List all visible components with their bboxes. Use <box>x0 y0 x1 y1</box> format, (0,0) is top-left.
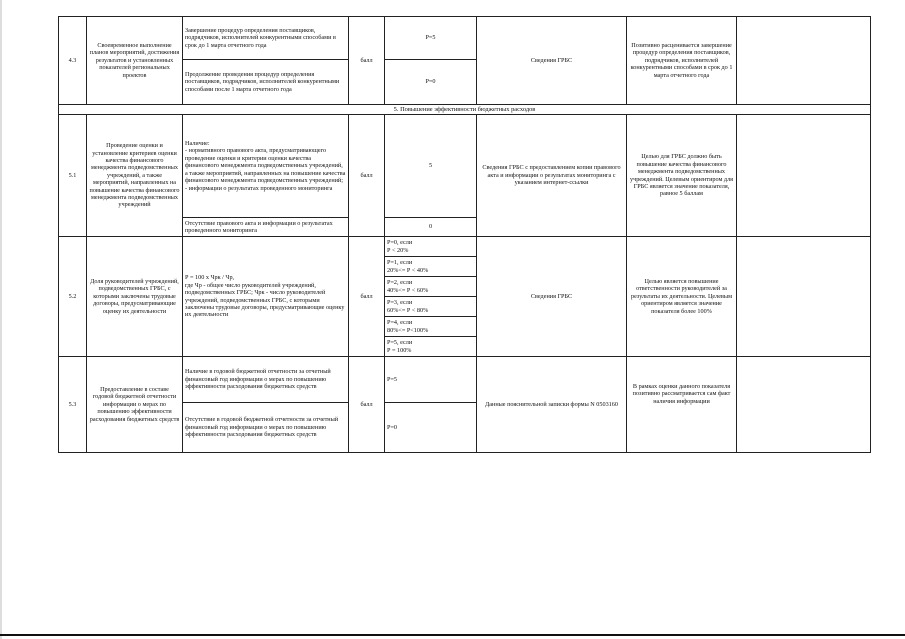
row-number: 4.3 <box>59 17 87 105</box>
empty-cell <box>737 357 871 453</box>
indicator-name: Предоставление в составе годовой бюджетной отчетности информации о мерах по повышению эффективности расходования бюджетных средств <box>87 357 183 453</box>
empty-cell <box>737 17 871 105</box>
score-range-cell <box>385 337 477 357</box>
condition-text: Отсутствие правового акта и информации о результатах проведенного мониторинга <box>183 218 349 237</box>
condition-text: Отсутствие в годовой бюджетной отчетности за отчетный финансовый год информации о мерах по повышению эффективности расходования бюджетных средств <box>183 403 349 453</box>
score-cell: Р=0 <box>385 403 477 453</box>
row-number: 5.2 <box>59 237 87 357</box>
scan-edge <box>0 0 2 639</box>
row-number: 5.3 <box>59 357 87 453</box>
unit-cell: балл <box>349 17 385 105</box>
empty-cell <box>737 237 871 357</box>
source-cell: Данные пояснительной записки формы N 0503160 <box>477 357 627 453</box>
score-range: Р = 100% <box>387 346 412 354</box>
row-number: 5.1 <box>59 115 87 237</box>
indicator-name: Проведение оценки и установление критериев оценки качества финансового менеджмента подведомственных учреждений, а также мероприятий, направленных на повышение качества финансового менеджмента подведомственных учреждений <box>87 115 183 237</box>
unit-cell: балл <box>349 237 385 357</box>
comment-cell: Целью является повышение ответственности руководителей за результаты их деятельности. Целевым ориентиром является значение показателя более 100% <box>627 237 737 357</box>
source-cell: Сведения ГРБС <box>477 237 627 357</box>
score-range: 40%<= Р < 60% <box>387 286 429 294</box>
indicator-name: Своевременное выполнение планов мероприятий, достижения результатов и установленных показателей региональных проектов <box>87 17 183 105</box>
score-label: Р=0, если <box>387 239 413 247</box>
score-label: Р=1, если <box>387 259 413 267</box>
score-range-cell <box>385 257 477 277</box>
score-label: Р=5, если <box>387 339 413 347</box>
comment-cell: Целью для ГРБС должно быть повышение качества финансового менеджмента подведомственных учреждений. Целевым ориентиром для ГРБС является значение показателя, равное 5 баллам <box>627 115 737 237</box>
table-row <box>59 357 871 403</box>
score-range-cell <box>385 297 477 317</box>
source-cell: Сведения ГРБС <box>477 17 627 105</box>
section-header-row <box>59 105 871 115</box>
score-range: 20%<= Р < 40% <box>387 266 429 274</box>
score-range-cell <box>385 277 477 297</box>
condition-item: - нормативного правового акта, предусматривающего проведение оценки и критерии оценки качества финансового менеджмента подведомственных учреждений, а также мероприятий, направленных на повышение качества финансового менеджмента подведомственных учреждений; <box>185 147 346 185</box>
score-cell: Р=5 <box>385 357 477 403</box>
table-row <box>59 115 871 218</box>
table-row <box>59 237 871 257</box>
score-label: Р=3, если <box>387 299 413 307</box>
score-range-cell <box>385 317 477 337</box>
condition-head: Наличие: <box>185 140 210 148</box>
condition-text: Завершение процедур определения поставщиков, подрядчиков, исполнителей конкурентными способами в срок до 1 марта отчетного года <box>183 17 349 60</box>
score-cell: Р=0 <box>385 60 477 105</box>
indicators-table <box>58 16 871 453</box>
score-range: Р < 20% <box>387 246 409 254</box>
formula-description: где Чр - общее число руководителей учреждений, подведомственных ГРБС; Чрк - число руководителей учреждений, подведомственных ГРБС, с которыми заключены трудовые договоры, предусматривающие оценку их деятельности <box>185 281 345 319</box>
condition-item: - информации о результатах проведенного мониторинга <box>185 184 333 192</box>
score-range-cell <box>385 237 477 257</box>
score-cell: Р=5 <box>385 17 477 60</box>
condition-text: Продолжение проведения процедур определения поставщиков, подрядчиков, исполнителей конкурентными способами после 1 марта отчетного года <box>183 60 349 105</box>
formula: Р = 100 х Чрк / Чр, <box>185 274 235 282</box>
section-title: 5. Повышение эффективности бюджетных расходов <box>59 105 871 115</box>
score-range: 80%<= Р<100% <box>387 326 429 334</box>
score-cell: 5 <box>385 115 477 218</box>
indicator-name: Доля руководителей учреждений, подведомственных ГРБС, с которыми заключены трудовые договоры, предусматривающие оценку их деятельности <box>87 237 183 357</box>
condition-text: Наличие в годовой бюджетной отчетности за отчетный финансовый год информации о мерах по повышению эффективности расходования бюджетных средств <box>183 357 349 403</box>
score-label: Р=4, если <box>387 319 413 327</box>
unit-cell: балл <box>349 357 385 453</box>
condition-cell <box>183 115 349 218</box>
empty-cell <box>737 115 871 237</box>
score-label: Р=2, если <box>387 279 413 287</box>
score-range: 60%<= Р < 80% <box>387 306 429 314</box>
score-cell: 0 <box>385 218 477 237</box>
comment-cell: В рамках оценки данного показателя позитивно рассматривается сам факт наличия информации <box>627 357 737 453</box>
unit-cell: балл <box>349 115 385 237</box>
comment-cell: Позитивно расценивается завершение процедур определения поставщиков, подрядчиков, исполнителей конкурентными способами в срок до 1 марта отчетного года <box>627 17 737 105</box>
formula-cell <box>183 237 349 357</box>
source-cell: Сведения ГРБС с предоставлением копии правового акта и информации о результатах мониторинга с указанием интернет-ссылки <box>477 115 627 237</box>
scan-bottom-border <box>0 634 905 636</box>
table-row <box>59 17 871 60</box>
